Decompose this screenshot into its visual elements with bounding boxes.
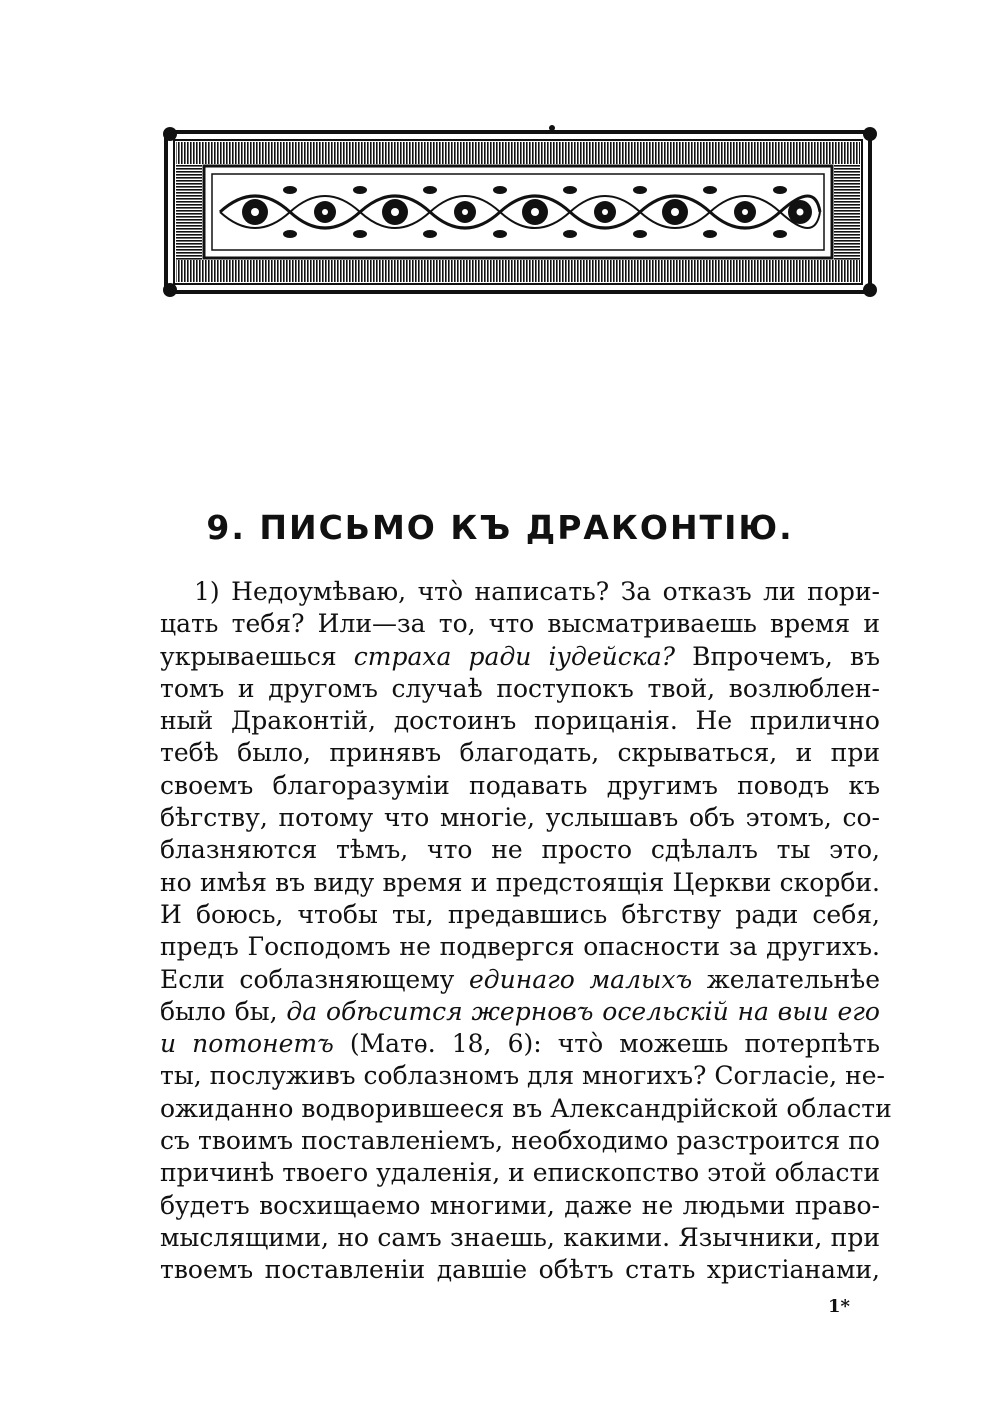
text-run: ожиданно водворившееся въ Александрійской области [160, 1093, 892, 1123]
floral-headpiece-ornament-icon [160, 120, 880, 302]
text-line [160, 964, 880, 996]
text-run: было бы, [160, 996, 287, 1026]
text-line [160, 1254, 880, 1286]
text-run: томъ и другомъ случаѣ поступокъ твой, возлюблен- [160, 673, 880, 703]
text-run: ты, послуживъ соблазномъ для многихъ? Согласіе, не- [160, 1061, 885, 1091]
italic-quotation: да обѣсится жерновъ осельскій на выи его [286, 996, 880, 1026]
text-run: мыслящими, но самъ знаешь, какими. Язычники, при [160, 1222, 880, 1252]
text-line [160, 1060, 885, 1092]
text-line [160, 867, 880, 899]
text-run: Впрочемъ, въ [675, 641, 880, 671]
text-run: твоемъ поставленіи давшіе обѣтъ стать христіанами, [160, 1255, 880, 1285]
text-run: причинѣ твоего удаленія, и епископство этой области [160, 1158, 880, 1188]
text-line [160, 770, 880, 802]
text-line [160, 576, 880, 608]
text-run: 1) Недоумѣваю, что̀ написать? За отказъ ли пори- [194, 577, 880, 606]
text-line [160, 802, 880, 834]
page-number: 1* [828, 1296, 850, 1317]
text-run: желательнѣе [692, 964, 880, 994]
text-run: предъ Господомъ не подвергся опасности за другихъ. [160, 932, 880, 962]
text-line [160, 608, 880, 640]
text-line [160, 1157, 880, 1189]
text-run: будетъ восхищаемо многими, даже не людьми право- [160, 1190, 880, 1220]
text-run: цать тебя? Или—за то, что высматриваешь время и [160, 609, 880, 639]
italic-quotation: и потонетъ [160, 1029, 334, 1059]
text-run: своемъ благоразуміи подавать другимъ поводъ къ [160, 770, 880, 800]
text-line [160, 737, 880, 769]
text-run: И боюсь, чтобы ты, предавшись бѣгству ради себя, [160, 899, 880, 929]
text-line [160, 1125, 880, 1157]
text-line [160, 1093, 892, 1125]
italic-quotation: страха ради іудейска? [353, 641, 676, 671]
text-run: бѣгству, потому что многіе, услышавъ объ этомъ, со- [160, 803, 880, 833]
text-line [160, 1222, 880, 1254]
text-line [160, 673, 880, 705]
text-line [160, 705, 880, 737]
text-run: укрываешься [160, 641, 354, 671]
text-line [160, 931, 880, 963]
text-run: но имѣя въ виду время и предстоящія Церкви скорби. [160, 867, 880, 897]
text-run: тебѣ было, принявъ благодать, скрываться, и при [160, 738, 880, 768]
text-run: Если соблазняющему [160, 964, 469, 994]
text-line [160, 996, 880, 1028]
chapter-title: 9. ПИСЬМО КЪ ДРАКОНТІЮ. [206, 508, 794, 547]
text-line [160, 641, 880, 673]
body-text [160, 576, 892, 1287]
text-line [160, 899, 880, 931]
text-run: съ твоимъ поставленіемъ, необходимо разстроится по [160, 1126, 880, 1156]
text-run: блазняются тѣмъ, что не просто сдѣлалъ ты это, [160, 835, 880, 865]
text-line [160, 1028, 880, 1060]
text-line [160, 834, 880, 866]
text-line [160, 1190, 880, 1222]
text-run: ный Драконтій, достоинъ порицанія. Не прилично [160, 706, 880, 736]
italic-quotation: единаго малыхъ [469, 964, 693, 994]
text-run: (Матѳ. 18, 6): что̀ можешь потерпѣть [333, 1029, 881, 1059]
